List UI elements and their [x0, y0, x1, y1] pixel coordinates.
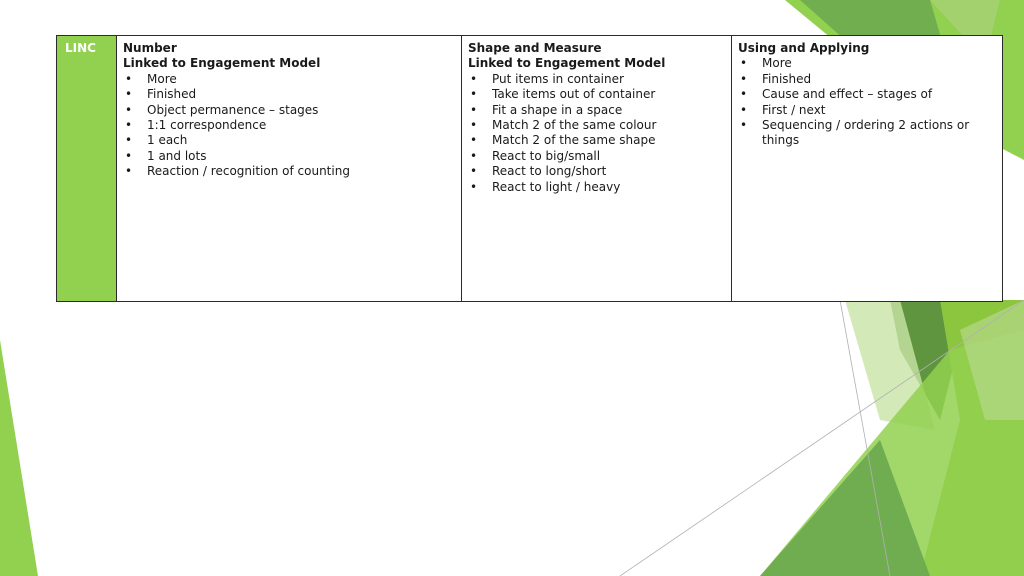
- column-subtitle: Linked to Engagement Model: [468, 56, 666, 71]
- linc-label: LINC: [65, 41, 96, 55]
- linc-tag-cell: [57, 36, 117, 302]
- list-item: • React to big/small: [468, 149, 725, 164]
- column-title: Using and Applying: [738, 41, 870, 55]
- using-applying-column-cell: [732, 36, 1003, 302]
- list-item: • 1 and lots: [123, 149, 455, 164]
- list-item: • Object permanence – stages: [123, 103, 455, 118]
- list-item: • Cause and effect – stages of: [738, 87, 996, 102]
- bullet-list: [738, 56, 996, 148]
- list-item: • Reaction / recognition of counting: [123, 164, 455, 179]
- list-item: • Take items out of container: [468, 87, 725, 102]
- column-subtitle: Linked to Engagement Model: [123, 56, 321, 71]
- number-column-cell: [117, 36, 462, 302]
- list-item: • Finished: [123, 87, 455, 102]
- column-title: Number: [123, 41, 177, 55]
- shape-measure-column-cell: [462, 36, 732, 302]
- column-title: Shape and Measure: [468, 41, 602, 55]
- list-item: • 1 each: [123, 133, 455, 148]
- table-row: [57, 36, 1003, 302]
- list-item: • Match 2 of the same shape: [468, 133, 725, 148]
- list-item: • React to long/short: [468, 164, 725, 179]
- list-item: • More: [738, 56, 996, 71]
- bullet-list: [468, 72, 725, 195]
- list-item: • Sequencing / ordering 2 actions or things: [738, 118, 996, 149]
- list-item: • Fit a shape in a space: [468, 103, 725, 118]
- list-item: • Finished: [738, 72, 996, 87]
- bullet-list: [123, 72, 455, 180]
- list-item: • Put items in container: [468, 72, 725, 87]
- list-item: • Match 2 of the same colour: [468, 118, 725, 133]
- list-item: • React to light / heavy: [468, 180, 725, 195]
- decor-facet: [0, 340, 38, 576]
- list-item: • 1:1 correspondence: [123, 118, 455, 133]
- list-item: • More: [123, 72, 455, 87]
- linc-table: [56, 35, 1003, 302]
- list-item: • First / next: [738, 103, 996, 118]
